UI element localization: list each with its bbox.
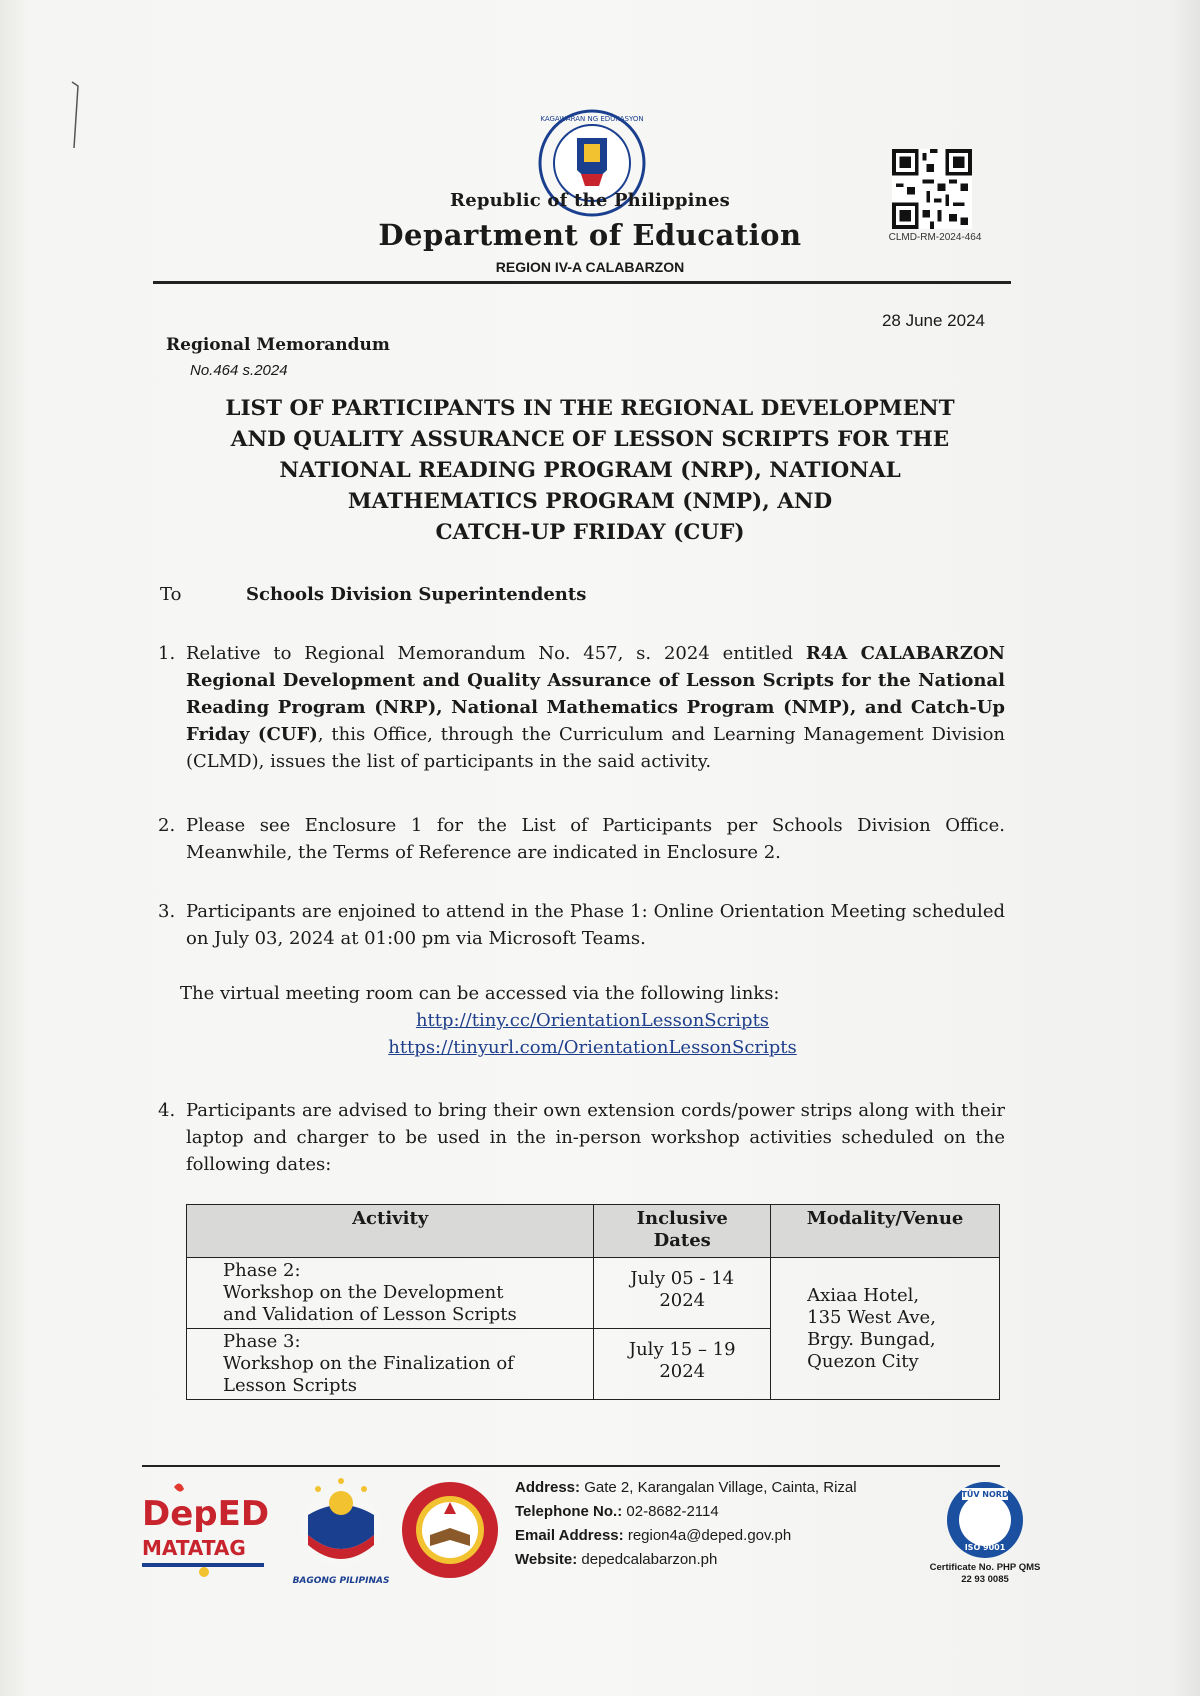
logo-text: MATATAG bbox=[142, 1536, 246, 1560]
paragraph-text: Participants are enjoined to attend in the Phase 1: Online Orientation Meeting scheduled on July 03, 2024 at 01:00 pm via Microsoft Teams. bbox=[186, 901, 1005, 949]
header-venue: Modality/Venue bbox=[771, 1205, 1000, 1258]
venue-line: Brgy. Bungad, bbox=[807, 1328, 936, 1350]
qr-code-icon bbox=[892, 149, 972, 229]
certificate-number bbox=[915, 1562, 1055, 1586]
referenced-memo-title: R4A CALABARZON Regional Development and Quality Assurance of Lesson Scripts for the National Reading Program (NRP), National Mathematics Program (NMP), and Catch-Up Friday (CUF) bbox=[186, 643, 1005, 745]
phone-value: 02-8682-2114 bbox=[626, 1503, 719, 1520]
activity-text: and Validation of Lesson Scripts bbox=[223, 1304, 517, 1325]
date-year: 2024 bbox=[659, 1290, 706, 1311]
activity-cell bbox=[187, 1258, 594, 1329]
memo-title bbox=[150, 393, 1030, 548]
paragraph-text: Please see Enclosure 1 for the List of Participants per Schools Division Office. Meanwhile, the Terms of Reference are indicated in Enclosure 2. bbox=[186, 815, 1005, 863]
phone-label: Telephone No.: bbox=[515, 1503, 623, 1520]
website-label: Website: bbox=[515, 1551, 578, 1568]
tuv-iso-logo-icon bbox=[940, 1480, 1030, 1560]
deped-matatag-logo-icon bbox=[140, 1477, 270, 1582]
republic-line: Republic of the Philippines bbox=[450, 190, 730, 211]
venue-cell bbox=[771, 1258, 1000, 1400]
address-label: Address: bbox=[515, 1479, 581, 1496]
date-cell bbox=[594, 1258, 771, 1329]
meeting-links bbox=[180, 980, 1005, 1061]
memo-number: No.464 s.2024 bbox=[190, 362, 288, 379]
header-dates-line: Dates bbox=[653, 1230, 711, 1251]
department-name: Department of Education bbox=[378, 218, 802, 252]
cert-line: Certificate No. PHP QMS bbox=[929, 1562, 1041, 1573]
title-line: AND QUALITY ASSURANCE OF LESSON SCRIPTS FOR THE bbox=[230, 427, 950, 452]
schedule-table bbox=[186, 1204, 1000, 1400]
activity-phase: Phase 3: bbox=[223, 1331, 301, 1352]
memo-type: Regional Memorandum bbox=[166, 335, 390, 355]
activity-text: Workshop on the Finalization of bbox=[223, 1353, 514, 1374]
venue-line: Quezon City bbox=[807, 1350, 919, 1372]
logo-text: BAGONG PILIPINAS bbox=[292, 1576, 390, 1586]
table-header-row bbox=[187, 1205, 1000, 1258]
paragraph-4 bbox=[158, 1097, 1005, 1178]
date-cell bbox=[594, 1329, 771, 1400]
memo-date: 28 June 2024 bbox=[881, 311, 985, 330]
regional-seal-icon bbox=[400, 1480, 500, 1580]
email-value: region4a@deped.gov.ph bbox=[627, 1527, 792, 1544]
logo-text: DepED bbox=[142, 1494, 270, 1534]
address-value: Gate 2, Karangalan Village, Cainta, Rizal bbox=[584, 1479, 857, 1496]
paragraph-text: Relative to Regional Memorandum No. 457, s. 2024 entitled bbox=[186, 643, 806, 664]
to-recipient: Schools Division Superintendents bbox=[246, 584, 587, 605]
activity-phase: Phase 2: bbox=[223, 1260, 301, 1281]
title-line: NATIONAL READING PROGRAM (NRP), NATIONAL bbox=[279, 458, 901, 483]
title-line: CATCH-UP FRIDAY (CUF) bbox=[435, 520, 745, 545]
paragraph-number: 4. bbox=[158, 1100, 176, 1121]
date-range: July 15 – 19 bbox=[628, 1339, 736, 1360]
title-line: MATHEMATICS PROGRAM (NMP), AND bbox=[347, 489, 833, 514]
activity-text: Workshop on the Development bbox=[223, 1282, 504, 1303]
links-intro: The virtual meeting room can be accessed via the following links: bbox=[180, 983, 780, 1004]
website-value: depedcalabarzon.ph bbox=[581, 1551, 718, 1568]
margin-mark bbox=[60, 78, 90, 158]
email-label: Email Address: bbox=[515, 1527, 624, 1544]
header-activity: Activity bbox=[187, 1205, 594, 1258]
meeting-link-1[interactable]: http://tiny.cc/OrientationLessonScripts bbox=[415, 1010, 770, 1031]
header-dates bbox=[594, 1205, 771, 1258]
venue-line: Axiaa Hotel, bbox=[807, 1284, 920, 1306]
activity-cell bbox=[187, 1329, 594, 1400]
paragraph-number: 1. bbox=[158, 643, 176, 664]
table-row bbox=[187, 1258, 1000, 1329]
date-year: 2024 bbox=[659, 1361, 706, 1382]
paragraph-3 bbox=[158, 898, 1005, 952]
meeting-link-2[interactable]: https://tinyurl.com/OrientationLessonScripts bbox=[388, 1037, 797, 1058]
paragraph-number: 2. bbox=[158, 815, 176, 836]
logo-text: ISO 9001 bbox=[964, 1543, 1006, 1552]
header-dates-line: Inclusive bbox=[636, 1208, 728, 1229]
paragraph-text: , this Office, through the Curriculum and Learning Management Division (CLMD), issues the list of participants in the said activity. bbox=[186, 724, 1005, 772]
region-name: REGION IV-A CALABARZON bbox=[495, 259, 685, 275]
to-label: To bbox=[160, 584, 182, 605]
date-range: July 05 - 14 bbox=[630, 1268, 735, 1289]
header-divider bbox=[153, 281, 1011, 284]
footer-divider bbox=[142, 1465, 1000, 1467]
paragraph-2 bbox=[158, 812, 1005, 866]
venue-line: 135 West Ave, bbox=[807, 1306, 936, 1328]
paragraph-number: 3. bbox=[158, 901, 176, 922]
bagong-pilipinas-logo-icon bbox=[290, 1475, 392, 1590]
svg-text:KAGAWARAN NG EDUKASYON: KAGAWARAN NG EDUKASYON bbox=[540, 115, 644, 123]
qr-code-label: CLMD-RM-2024-464 bbox=[888, 232, 982, 243]
paragraph-text: Participants are advised to bring their own extension cords/power strips along with their laptop and charger to be used in the in-person workshop activities scheduled on the following dates: bbox=[186, 1100, 1005, 1175]
title-line: LIST OF PARTICIPANTS IN THE REGIONAL DEVELOPMENT bbox=[225, 396, 955, 421]
paragraph-1 bbox=[158, 640, 1005, 775]
activity-text: Lesson Scripts bbox=[223, 1375, 357, 1396]
footer-contact bbox=[515, 1476, 857, 1572]
cert-line: 22 93 0085 bbox=[961, 1574, 1009, 1585]
logo-text: TÜV NORD bbox=[961, 1490, 1009, 1499]
